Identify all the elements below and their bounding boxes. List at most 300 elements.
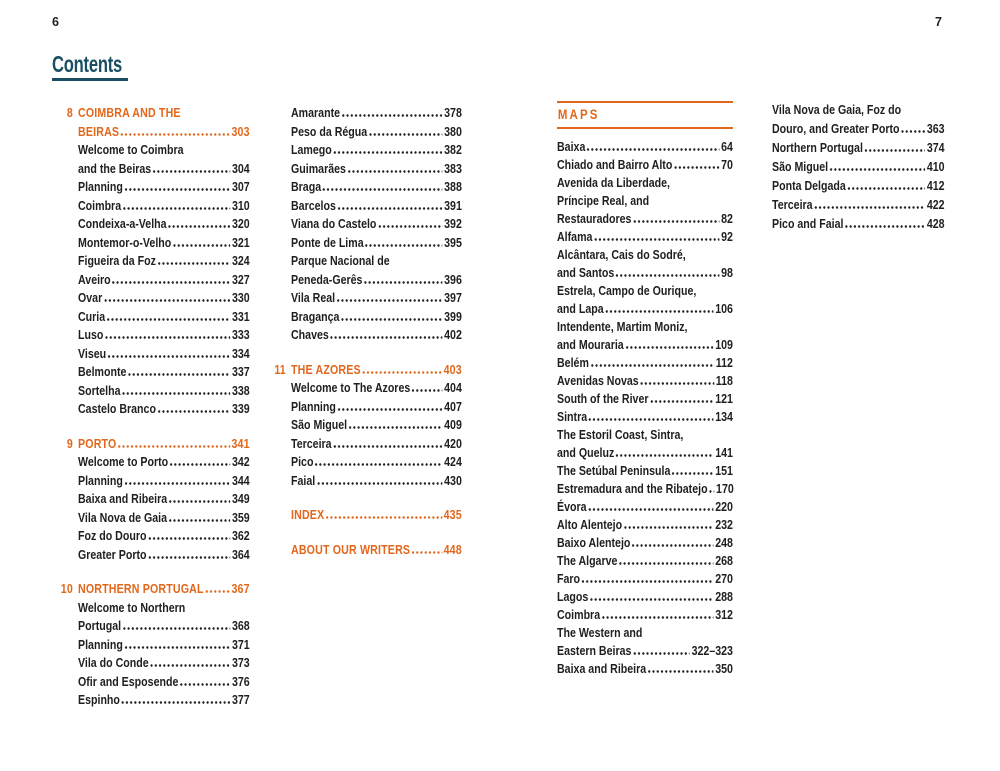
entry-text: Estremadura and the Ribatejo: [557, 482, 708, 496]
entry-page-number: 380: [444, 124, 462, 139]
entry-text: Lagos: [557, 590, 589, 604]
toc-entry: [772, 215, 945, 234]
entry-text: Lamego: [291, 143, 332, 157]
toc-entry: [772, 101, 945, 139]
entry-text: Vila Nova de Gaia: [78, 510, 167, 525]
entry-page-number: 402: [444, 328, 462, 342]
entry-text: Faro: [557, 572, 581, 586]
leader-dots: [205, 589, 229, 593]
maps-list-2: [772, 101, 945, 234]
entry-text: South of the River: [557, 392, 649, 406]
entry-text: Coimbra: [78, 198, 122, 213]
toc-entry: [78, 527, 250, 546]
title-underline: [52, 78, 128, 81]
leader-dots: [633, 651, 690, 655]
toc-entry: [78, 363, 250, 382]
entry-text: Alto Alentejo: [557, 518, 623, 532]
entry-text: Viseu: [78, 346, 107, 361]
entry-text: Foz do Douro: [78, 529, 147, 543]
entry-page-number: 320: [231, 217, 250, 231]
toc-entry: [78, 691, 250, 710]
entry-page-number: 339: [231, 402, 250, 416]
entry-text: Luso: [78, 328, 104, 342]
entry-text: PORTO: [78, 436, 117, 451]
leader-dots: [323, 187, 443, 191]
toc-entry: [557, 534, 733, 552]
entry-text: ABOUT OUR WRITERS: [291, 542, 411, 557]
entry-text: and Queluz: [557, 446, 615, 460]
entry-page-number: 403: [443, 362, 462, 377]
toc-entry: [291, 123, 462, 142]
leader-dots: [845, 224, 925, 228]
entry-text: Espinho: [78, 693, 120, 707]
entry-page-number: 321: [231, 235, 250, 250]
leader-dots: [158, 261, 231, 265]
entry-page-number: 303: [231, 124, 250, 139]
chapter-entry: [66, 435, 250, 454]
leader-dots: [901, 129, 925, 133]
entry-text: Intendente, Martim Moniz,: [557, 320, 688, 334]
leader-dots: [148, 555, 230, 559]
chapter-number: 10: [60, 582, 73, 596]
entry-text: Parque Nacional de: [291, 254, 390, 268]
leader-dots: [333, 150, 442, 154]
leader-dots: [672, 471, 713, 475]
toc-entry: [78, 673, 250, 692]
leader-dots: [326, 515, 442, 519]
entry-page-number: 98: [721, 266, 733, 280]
entry-text: Terceira: [772, 198, 813, 212]
toc-entry: [291, 435, 462, 454]
entry-page-number: 338: [231, 383, 250, 398]
entry-page-number: 349: [231, 492, 250, 506]
leader-dots: [674, 165, 719, 169]
entry-page-number: 344: [231, 473, 250, 488]
leader-dots: [369, 132, 443, 136]
toc-entry: [772, 177, 945, 196]
leader-dots: [349, 425, 443, 429]
toc-entry: [78, 197, 250, 216]
entry-page-number: 92: [721, 230, 733, 244]
leader-dots: [158, 409, 231, 413]
entry-page-number: 288: [715, 590, 733, 604]
leader-dots: [123, 206, 230, 210]
entry-page-number: 409: [444, 418, 462, 432]
entry-text: Pico and Faial: [772, 217, 844, 231]
toc-entry: [291, 308, 462, 327]
toc-entry: [291, 234, 462, 253]
leader-dots: [169, 518, 231, 522]
entry-text: Restauradores: [557, 212, 632, 226]
entry-page-number: 70: [721, 158, 733, 172]
leader-dots: [108, 354, 230, 358]
entry-text: Greater Porto: [78, 547, 147, 562]
entry-text: Baixa and Ribeira: [78, 492, 168, 506]
entry-page-number: 342: [231, 455, 250, 469]
leader-dots: [362, 370, 441, 374]
entry-page-number: 395: [444, 235, 462, 250]
leader-dots: [594, 237, 719, 241]
entry-text: Baixo Alentejo: [557, 536, 631, 550]
chapter-number: 9: [66, 436, 73, 451]
entry-text: Vila Real: [291, 291, 336, 305]
chapter-number: 8: [66, 106, 73, 120]
entry-page-number: 407: [444, 399, 462, 414]
entry-page-number: 376: [231, 674, 250, 689]
contents-title: Contents: [52, 51, 123, 77]
entry-page-number: 334: [231, 346, 250, 361]
toc-entry: [78, 382, 250, 401]
entry-page-number: 363: [926, 122, 945, 136]
toc-entry: [557, 462, 733, 480]
leader-dots: [616, 453, 714, 457]
entry-text: Vila Nova de Gaia, Foz do: [772, 103, 902, 117]
toc-entry: [291, 141, 462, 160]
leader-dots: [122, 391, 230, 395]
toc-entry: [557, 588, 733, 606]
entry-text: Castelo Branco: [78, 402, 156, 416]
entry-text: São Miguel: [772, 160, 829, 174]
entry-page-number: 82: [721, 212, 733, 226]
maps-list-1: [557, 138, 733, 678]
entry-text: Northern Portugal: [772, 141, 863, 155]
entry-text: Sintra: [557, 410, 588, 424]
toc-entry: [78, 215, 250, 234]
toc-entry: [78, 345, 250, 364]
toc-list-1: [60, 104, 250, 710]
leader-dots: [333, 444, 442, 448]
leader-dots: [107, 317, 230, 321]
toc-entry: [291, 252, 462, 289]
entry-page-number: 310: [231, 198, 250, 213]
entry-page-number: 304: [231, 161, 250, 176]
entry-text: Chiado and Bairro Alto: [557, 158, 673, 172]
toc-entry: [772, 139, 945, 158]
entry-page-number: 118: [715, 374, 733, 388]
entry-text: Ponte de Lima: [291, 235, 364, 250]
toc-entry: [557, 156, 733, 174]
entry-text: Baixa and Ribeira: [557, 662, 647, 676]
entry-text: and the Beiras: [78, 161, 152, 176]
entry-page-number: 378: [444, 106, 462, 120]
chapter-entry: [60, 580, 250, 599]
entry-page-number: 374: [926, 141, 945, 155]
entry-text: THE AZORES: [291, 362, 361, 377]
toc-entry: [557, 516, 733, 534]
toc-entry: [557, 408, 733, 426]
entry-text: Braga: [291, 180, 322, 194]
leader-dots: [633, 219, 719, 223]
entry-page-number: 371: [231, 637, 250, 652]
chapter-entry: [66, 104, 250, 141]
toc-column-1: [60, 104, 250, 710]
entry-page-number: 121: [715, 392, 733, 406]
entry-page-number: 307: [231, 180, 250, 194]
entry-text: Amarante: [291, 106, 341, 120]
entry-text: Alcântara, Cais do Sodré,: [557, 248, 686, 262]
about-our-writers-entry: [291, 541, 462, 560]
entry-text: Condeixa-a-Velha: [78, 217, 167, 231]
entry-page-number: 448: [443, 542, 462, 557]
maps-section-header: [557, 101, 733, 129]
leader-dots: [170, 462, 230, 466]
toc-entry: [772, 158, 945, 177]
leader-dots: [848, 186, 926, 190]
leader-dots: [315, 462, 442, 466]
leader-dots: [588, 507, 713, 511]
entry-text: Avenida da Liberdade,: [557, 176, 670, 190]
toc-entry: [291, 453, 462, 472]
leader-dots: [582, 579, 714, 583]
entry-text: Portugal: [78, 619, 122, 633]
leader-dots: [338, 206, 443, 210]
entry-text: Peneda-Gerês: [291, 272, 363, 287]
entry-page-number: 368: [231, 619, 250, 633]
toc-entry: [557, 372, 733, 390]
leader-dots: [640, 381, 714, 385]
entry-text: COIMBRA AND THE: [78, 106, 181, 120]
entry-text: NORTHERN PORTUGAL: [78, 582, 204, 596]
entry-page-number: 312: [715, 608, 733, 622]
chapter-entry: [274, 361, 462, 380]
entry-text: Pico: [291, 455, 314, 469]
entry-page-number: 435: [443, 508, 462, 522]
entry-page-number: 337: [231, 365, 250, 379]
entry-text: Belmonte: [78, 365, 127, 379]
toc-entry: [78, 271, 250, 290]
leader-dots: [616, 273, 719, 277]
chapter-number: 11: [274, 362, 286, 377]
entry-page-number: 388: [444, 180, 462, 194]
toc-entry: [291, 379, 462, 398]
entry-text: Belém: [557, 356, 589, 370]
toc-entry: [78, 178, 250, 197]
entry-text: Guimarães: [291, 161, 346, 176]
toc-entry: [78, 308, 250, 327]
entry-text: Viana do Castelo: [291, 217, 377, 231]
leader-dots: [125, 187, 231, 191]
entry-page-number: 268: [715, 554, 733, 568]
toc-entry: [557, 246, 733, 282]
entry-text: Évora: [557, 500, 587, 514]
leader-dots: [624, 525, 714, 529]
entry-page-number: 412: [926, 179, 945, 193]
entry-page-number: 248: [715, 536, 733, 550]
entry-text: Sortelha: [78, 383, 121, 398]
leader-dots: [168, 224, 230, 228]
leader-dots: [341, 317, 442, 321]
entry-page-number: 141: [715, 446, 733, 460]
toc-entry: [291, 215, 462, 234]
entry-text: Douro, and Greater Porto: [772, 122, 900, 136]
entry-page-number: 382: [444, 143, 462, 157]
leader-dots: [830, 167, 925, 171]
entry-text: Montemor-o-Velho: [78, 235, 172, 250]
entry-page-number: 333: [231, 328, 250, 342]
leader-dots: [331, 335, 443, 339]
toc-entry: [78, 252, 250, 271]
entry-text: Ponta Delgada: [772, 179, 846, 193]
leader-dots: [337, 298, 443, 302]
entry-text: Planning: [78, 180, 123, 194]
leader-dots: [365, 243, 442, 247]
entry-text: Peso da Régua: [291, 124, 368, 139]
leader-dots: [348, 169, 443, 173]
leader-dots: [364, 280, 442, 284]
toc-entry: [78, 234, 250, 253]
entry-text: Planning: [291, 399, 336, 414]
entry-page-number: 270: [715, 572, 733, 586]
leader-dots: [709, 489, 714, 493]
toc-entry: [557, 138, 733, 156]
entry-text: The Western and: [557, 626, 643, 640]
entry-text: The Setúbal Peninsula: [557, 464, 671, 478]
toc-entry: [291, 416, 462, 435]
toc-column-2: [274, 104, 462, 559]
entry-page-number: 428: [926, 217, 945, 231]
entry-page-number: 364: [231, 547, 250, 562]
entry-text: Avenidas Novas: [557, 374, 639, 388]
entry-text: Welcome to Coimbra: [78, 143, 184, 157]
toc-entry: [291, 178, 462, 197]
leader-dots: [128, 372, 230, 376]
entry-text: Planning: [78, 473, 123, 488]
entry-text: The Algarve: [557, 554, 618, 568]
leader-dots: [180, 682, 230, 686]
toc-entry: [291, 104, 462, 123]
leader-dots: [342, 113, 443, 117]
toc-entry: [291, 326, 462, 345]
toc-entry: [78, 599, 250, 636]
entry-text: Welcome to The Azores: [291, 381, 411, 395]
leader-dots: [589, 417, 714, 421]
toc-entry: [291, 160, 462, 179]
entry-page-number: 377: [231, 693, 250, 707]
entry-text: Coimbra: [557, 608, 601, 622]
entry-page-number: 324: [231, 254, 250, 268]
entry-page-number: 383: [444, 161, 462, 176]
toc-entry: [557, 606, 733, 624]
entry-text: Baixa: [557, 140, 586, 154]
entry-text: São Miguel: [291, 418, 348, 432]
entry-text: and Mouraria: [557, 338, 624, 352]
entry-page-number: 391: [444, 198, 462, 213]
toc-entry: [291, 398, 462, 417]
entry-page-number: 327: [231, 272, 250, 287]
entry-page-number: 399: [444, 309, 462, 324]
toc-entry: [772, 196, 945, 215]
entry-text: Alfama: [557, 230, 593, 244]
entry-page-number: 396: [444, 272, 462, 287]
entry-page-number: 350: [715, 662, 733, 676]
leader-dots: [605, 309, 713, 313]
entry-page-number: 64: [721, 140, 733, 154]
leader-dots: [317, 481, 442, 485]
entry-page-number: 359: [231, 510, 250, 525]
entry-text: Chaves: [291, 328, 329, 342]
entry-page-number: 420: [444, 436, 462, 451]
toc-entry: [557, 390, 733, 408]
entry-text: Figueira da Foz: [78, 254, 156, 268]
entry-page-number: 330: [231, 291, 250, 305]
toc-entry: [557, 570, 733, 588]
entry-text: Welcome to Northern: [78, 600, 186, 615]
entry-text: Planning: [78, 637, 123, 652]
leader-dots: [591, 363, 715, 367]
entry-text: Faial: [291, 473, 316, 488]
entry-text: BEIRAS: [78, 124, 120, 139]
entry-page-number: 367: [231, 582, 250, 596]
toc-entry: [78, 490, 250, 509]
entry-text: The Estoril Coast, Sintra,: [557, 428, 684, 442]
leader-dots: [112, 280, 230, 284]
leader-dots: [104, 298, 230, 302]
entry-page-number: 392: [444, 217, 462, 231]
toc-entry: [291, 289, 462, 308]
entry-page-number: 106: [715, 302, 733, 316]
toc-entry: [78, 141, 250, 178]
toc-entry: [78, 509, 250, 528]
toc-entry: [78, 636, 250, 655]
toc-entry: [557, 354, 733, 372]
entry-page-number: 232: [715, 518, 733, 532]
leader-dots: [153, 169, 230, 173]
toc-entry: [78, 472, 250, 491]
toc-entry: [557, 426, 733, 462]
toc-column-3: [557, 101, 733, 678]
entry-page-number: 134: [715, 410, 733, 424]
toc-entry: [557, 228, 733, 246]
toc-entry: [78, 654, 250, 673]
entry-text: Vila do Conde: [78, 656, 149, 670]
leader-dots: [632, 543, 713, 547]
leader-dots: [150, 663, 230, 667]
entry-text: Curia: [78, 309, 106, 324]
entry-page-number: 331: [231, 309, 250, 324]
toc-list-2: [274, 104, 462, 559]
toc-entry: [557, 498, 733, 516]
toc-entry: [78, 289, 250, 308]
entry-page-number: 397: [444, 291, 462, 305]
entry-text: and Santos: [557, 266, 615, 280]
contents-title-block: [52, 51, 149, 81]
entry-text: Barcelos: [291, 198, 336, 213]
toc-column-4: [772, 101, 945, 234]
entry-page-number: 422: [926, 198, 945, 212]
index-entry: [291, 506, 462, 525]
entry-page-number: 410: [926, 160, 945, 174]
entry-page-number: 404: [444, 381, 462, 395]
entry-text: Aveiro: [78, 272, 111, 287]
leader-dots: [123, 626, 230, 630]
leader-dots: [587, 147, 719, 151]
page-number-right: 7: [935, 15, 942, 29]
entry-page-number: 170: [716, 482, 734, 496]
entry-page-number: 430: [444, 473, 462, 488]
toc-entry: [557, 480, 733, 498]
entry-page-number: 151: [715, 464, 733, 478]
leader-dots: [590, 597, 714, 601]
toc-entry: [557, 174, 733, 228]
toc-entry: [78, 400, 250, 419]
leader-dots: [602, 615, 714, 619]
entry-page-number: 109: [715, 338, 733, 352]
toc-entry: [78, 326, 250, 345]
toc-entry: [557, 318, 733, 354]
leader-dots: [173, 243, 230, 247]
entry-text: Ofir and Esposende: [78, 674, 179, 689]
entry-text: Ovar: [78, 291, 103, 305]
